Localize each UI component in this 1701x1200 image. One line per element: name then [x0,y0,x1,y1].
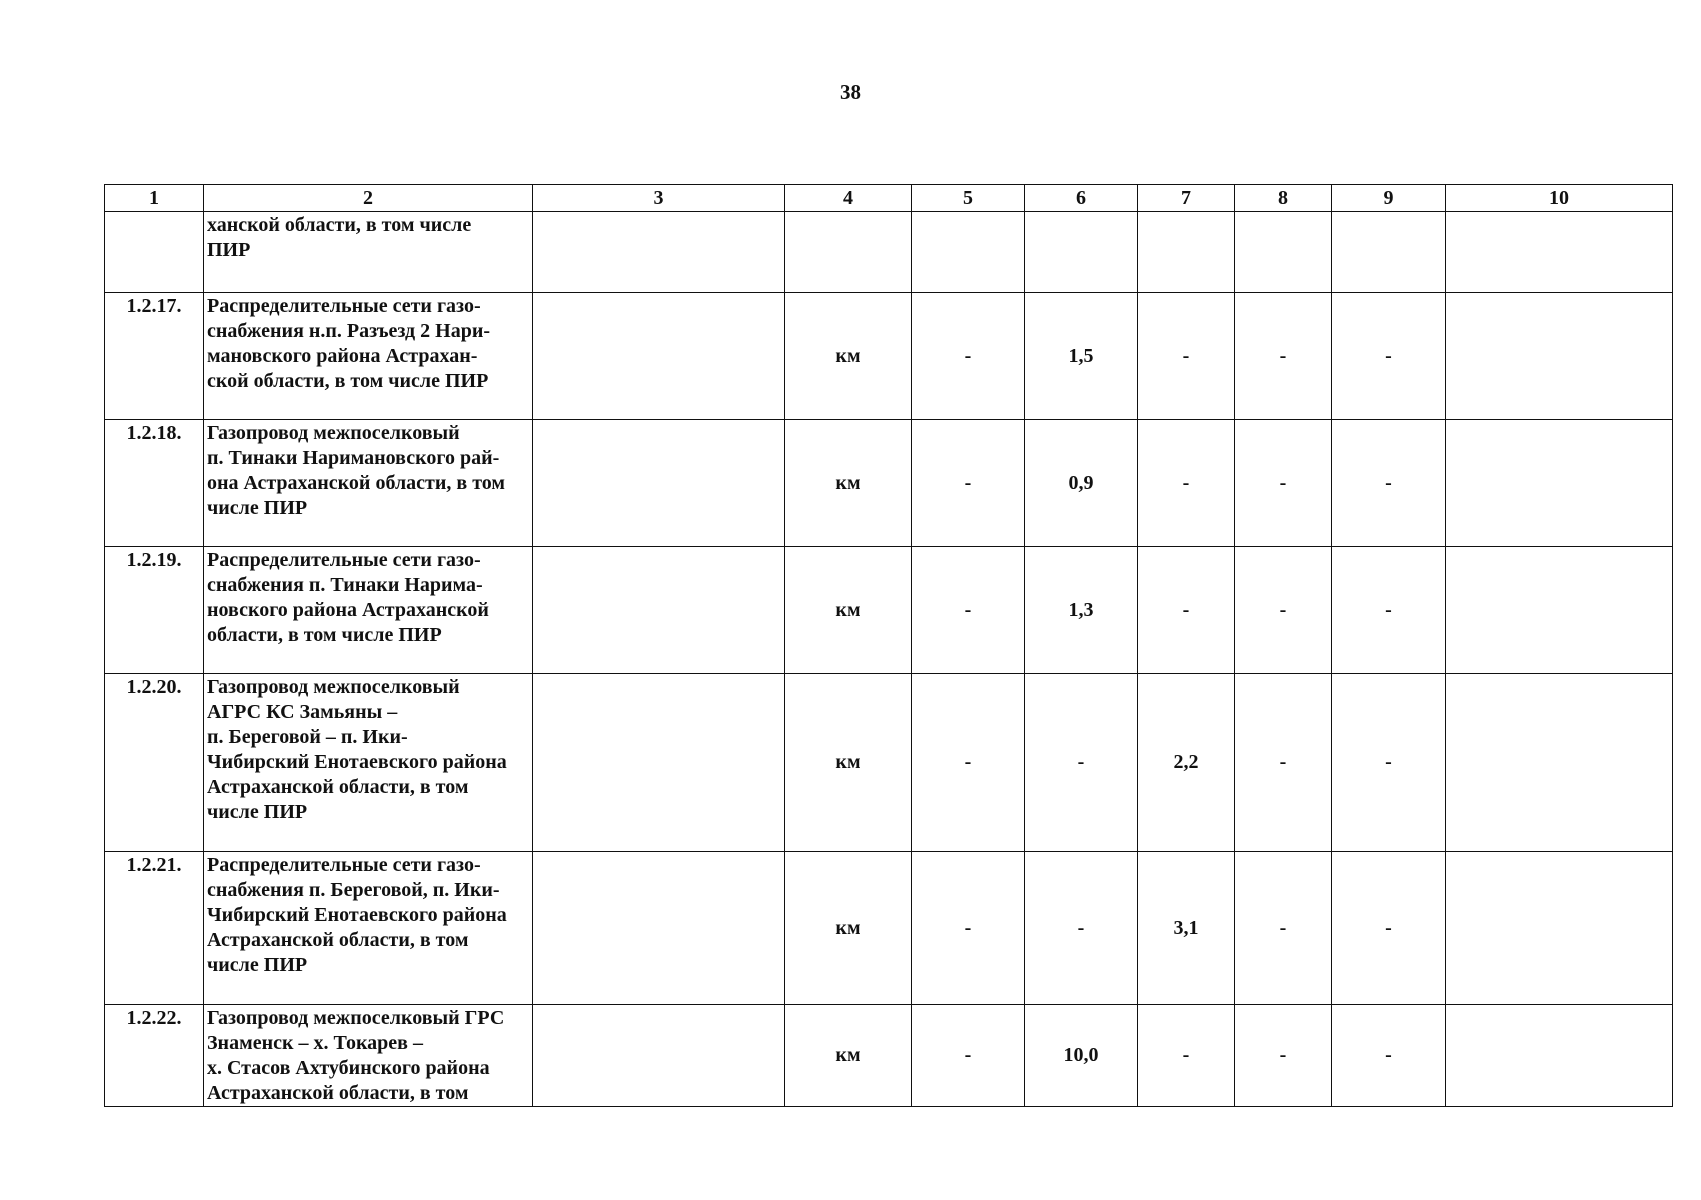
cell-col-8: - [1235,293,1332,420]
object-name-line: снабжения п. Береговой, п. Ики- [207,879,500,901]
cell-col-10 [1446,852,1673,1005]
cell-col-3 [533,547,785,674]
column-header: 10 [1446,185,1673,212]
cell-col-9: - [1332,852,1446,1005]
cell-col-8: - [1235,547,1332,674]
object-name-cell [204,547,533,674]
object-name-line: Астраханской области, в том [207,929,469,951]
object-name-cell [204,420,533,547]
cell-col-7: - [1138,547,1235,674]
cell-col-3 [533,420,785,547]
cell-col-8: - [1235,420,1332,547]
cell-col-6: 0,9 [1025,420,1138,547]
table-row [105,420,1673,547]
row-number-cell: 1.2.20. [105,674,204,852]
table-row [105,1005,1673,1107]
cell-col-7: 2,2 [1138,674,1235,852]
cell-col-4: км [785,674,912,852]
object-name-cell [204,1005,533,1107]
table-row [105,674,1673,852]
cell-col-5: - [912,293,1025,420]
cell-col-9: - [1332,547,1446,674]
cell-col-10 [1446,212,1673,293]
cell-col-5: - [912,1005,1025,1107]
object-name-line: Астраханской области, в том [207,776,469,798]
object-name-line: числе ПИР [207,497,308,519]
object-name-line: п. Береговой – п. Ики- [207,726,408,748]
cell-col-6: 10,0 [1025,1005,1138,1107]
cell-col-7: - [1138,1005,1235,1107]
cell-col-4 [785,212,912,293]
table-row [105,547,1673,674]
cell-col-8: - [1235,852,1332,1005]
object-name-line: снабжения п. Тинаки Нарима- [207,574,483,596]
cell-col-8: - [1235,1005,1332,1107]
cell-col-6: 1,3 [1025,547,1138,674]
data-table [104,184,1673,1107]
object-name-line: Газопровод межпоселковый ГРС [207,1007,505,1029]
object-name-cell [204,212,533,293]
object-name-cell [204,674,533,852]
object-name-line: АГРС КС Замьяны – [207,701,398,723]
object-name-line: Знаменск – х. Токарев – [207,1032,423,1054]
object-name-line: Распределительные сети газо- [207,854,481,876]
row-number-cell: 1.2.18. [105,420,204,547]
cell-col-5: - [912,852,1025,1005]
object-name-line: Распределительные сети газо- [207,295,481,317]
column-header: 2 [204,185,533,212]
column-header: 3 [533,185,785,212]
cell-col-4: км [785,293,912,420]
object-name-line: х. Стасов Ахтубинского района [207,1057,490,1079]
cell-col-10 [1446,293,1673,420]
object-name-line: п. Тинаки Наримановского рай- [207,447,500,469]
object-name-line: она Астраханской области, в том [207,472,506,494]
cell-col-7: 3,1 [1138,852,1235,1005]
column-header: 4 [785,185,912,212]
object-name-line: Распределительные сети газо- [207,549,481,571]
cell-col-3 [533,674,785,852]
object-name-line: ханской области, в том числе [207,214,472,236]
table-row [105,212,1673,293]
column-header: 9 [1332,185,1446,212]
column-header: 7 [1138,185,1235,212]
table-row [105,293,1673,420]
object-name-line: мановского района Астрахан- [207,345,478,367]
object-name-line: Астраханской области, в том [207,1082,469,1104]
cell-col-4: км [785,420,912,547]
column-header: 5 [912,185,1025,212]
cell-col-10 [1446,547,1673,674]
cell-col-4: км [785,1005,912,1107]
cell-col-5: - [912,674,1025,852]
cell-col-5 [912,212,1025,293]
cell-col-3 [533,293,785,420]
cell-col-5: - [912,547,1025,674]
table-row [105,852,1673,1005]
object-name-line: Чибирский Енотаевского района [207,751,507,773]
cell-col-8: - [1235,674,1332,852]
cell-col-10 [1446,674,1673,852]
cell-col-7: - [1138,293,1235,420]
row-number-cell: 1.2.21. [105,852,204,1005]
cell-col-6: - [1025,674,1138,852]
cell-col-9: - [1332,1005,1446,1107]
column-header: 8 [1235,185,1332,212]
cell-col-6: 1,5 [1025,293,1138,420]
cell-col-10 [1446,420,1673,547]
object-name-cell [204,852,533,1005]
cell-col-10 [1446,1005,1673,1107]
object-name-line: ской области, в том числе ПИР [207,370,489,392]
column-header: 1 [105,185,204,212]
cell-col-6: - [1025,852,1138,1005]
column-header: 6 [1025,185,1138,212]
row-number-cell: 1.2.19. [105,547,204,674]
object-name-line: новского района Астраханской [207,599,489,621]
cell-col-4: км [785,547,912,674]
cell-col-4: км [785,852,912,1005]
cell-col-9: - [1332,293,1446,420]
cell-col-7: - [1138,420,1235,547]
object-name-cell [204,293,533,420]
page-number: 38 [840,80,861,104]
cell-col-3 [533,1005,785,1107]
header-row [105,185,1673,212]
cell-col-9 [1332,212,1446,293]
object-name-line: числе ПИР [207,801,308,823]
table-body [105,212,1673,1107]
object-name-line: снабжения н.п. Разъезд 2 Нари- [207,320,491,342]
cell-col-3 [533,852,785,1005]
cell-col-3 [533,212,785,293]
object-name-line: числе ПИР [207,954,308,976]
cell-col-6 [1025,212,1138,293]
cell-col-8 [1235,212,1332,293]
cell-col-9: - [1332,674,1446,852]
row-number-cell [105,212,204,293]
object-name-line: Газопровод межпоселковый [207,676,460,698]
row-number-cell: 1.2.22. [105,1005,204,1107]
cell-col-7 [1138,212,1235,293]
row-number-cell: 1.2.17. [105,293,204,420]
cell-col-5: - [912,420,1025,547]
object-name-line: Газопровод межпоселковый [207,422,460,444]
object-name-line: области, в том числе ПИР [207,624,442,646]
object-name-line: ПИР [207,239,251,261]
object-name-line: Чибирский Енотаевского района [207,904,507,926]
cell-col-9: - [1332,420,1446,547]
